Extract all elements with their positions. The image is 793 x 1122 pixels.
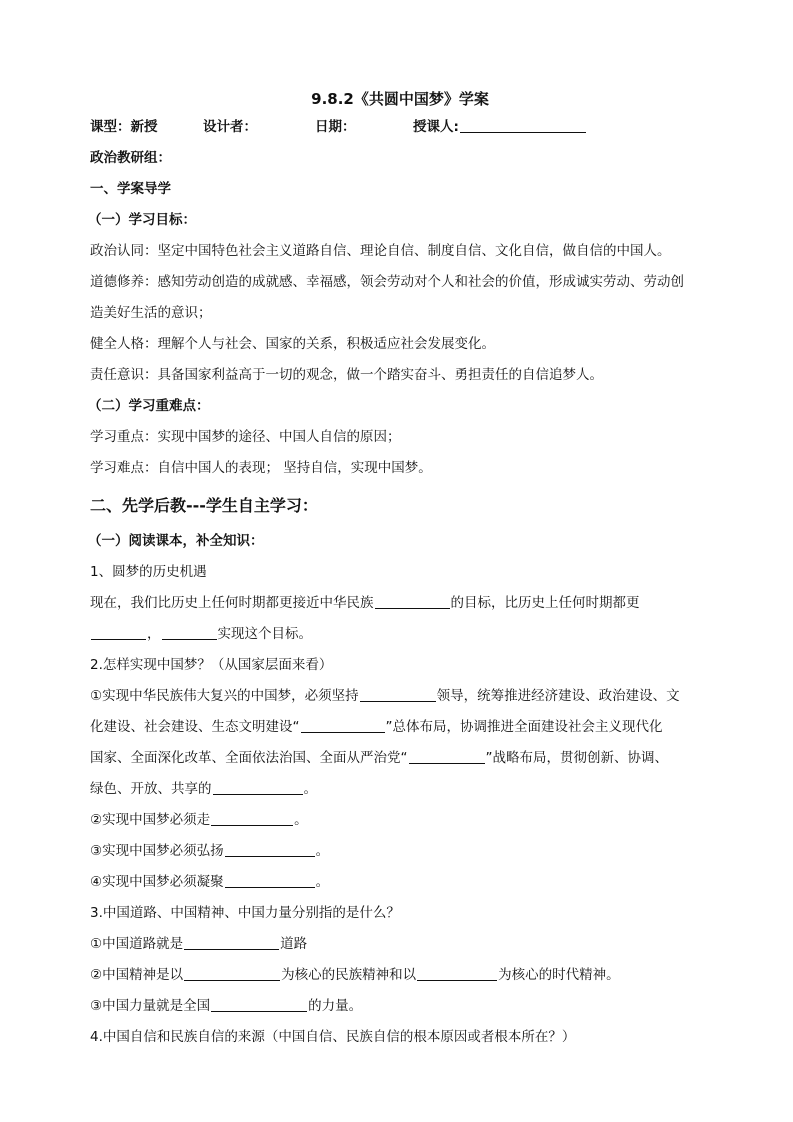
q2-1-line-c: 国家、全面深化改革、全面依法治国、全面从严治党“ ”战略布局，贯彻创新、协调、 — [90, 750, 668, 766]
q1-blank-3[interactable] — [162, 625, 217, 640]
section2-heading: 二、先学后教---学生自主学习： — [90, 496, 318, 515]
goal-political: 政治认同：坚定中国特色社会主义道路自信、理论自信、制度自信、文化自信，做自信的中国人。 — [90, 243, 671, 259]
q2-2-line: ②实现中国梦必须走 。 — [90, 812, 308, 828]
group-label: 政治教研组： — [90, 150, 171, 166]
q2-blank-7[interactable] — [225, 873, 315, 888]
q1-line-a: 现在，我们比历史上任何时期都更接近中华民族 的目标，比历史上任何时期都更 — [90, 595, 640, 611]
q3-2-line: ②中国精神是以 为核心的民族精神和以 为核心的时代精神。 — [90, 967, 620, 983]
date-label: 日期： — [315, 119, 356, 135]
goals-heading: （一）学习目标： — [88, 212, 196, 228]
q3-3-line: ③中国力量就是全国 的力量。 — [90, 998, 363, 1014]
course-type: 课型：新授 — [90, 119, 158, 135]
q2-3-line: ③实现中国梦必须弘扬 。 — [90, 843, 330, 859]
teacher-label: 授课人: — [413, 119, 459, 135]
q3-title: 3.中国道路、中国精神、中国力量分别指的是什么？ — [90, 905, 400, 921]
q1-line-b: ， 实现这个目标。 — [90, 619, 710, 650]
teacher-blank[interactable] — [460, 118, 586, 133]
key-point: 学习重点：实现中国梦的途径、中国人自信的原因； — [90, 429, 401, 445]
q1-blank-2[interactable] — [91, 625, 146, 640]
meta-row — [90, 112, 710, 143]
q2-1-line-d: 绿色、开放、共享的 。 — [90, 781, 317, 797]
q3-blank-1[interactable] — [184, 935, 279, 950]
goal-responsibility: 责任意识：具备国家利益高于一切的观念，做一个踏实奋斗、勇担责任的自信追梦人。 — [90, 367, 603, 383]
goal-personality: 健全人格：理解个人与社会、国家的关系，积极适应社会发展变化。 — [90, 336, 495, 352]
q2-1-line-b: 化建设、社会建设、生态文明建设“ ”总体布局，协调推进全面建设社会主义现代化 — [90, 719, 663, 735]
goal-moral: 道德修养：感知劳动创造的成就感、幸福感，领会劳动对个人和社会的价值，形成诚实劳动、劳动创 — [90, 274, 684, 290]
q2-blank-1[interactable] — [360, 687, 436, 702]
q2-blank-6[interactable] — [225, 842, 315, 857]
q2-4-line: ④实现中国梦必须凝聚 。 — [90, 874, 330, 890]
section1-heading: 一、学案导学 — [90, 181, 171, 197]
q2-blank-5[interactable] — [211, 811, 293, 826]
designer-label: 设计者： — [203, 119, 257, 135]
q1-title: 1、圆梦的历史机遇 — [90, 564, 207, 580]
q2-blank-3[interactable] — [409, 749, 485, 764]
page-title: 9.8.2《共圆中国梦》学案 — [311, 90, 489, 108]
difficult-point: 学习难点：自信中国人的表现； 坚持自信，实现中国梦。 — [90, 460, 432, 476]
q4-title: 4.中国自信和民族自信的来源（中国自信、民族自信的根本原因或者根本所在？） — [90, 1029, 576, 1045]
goal-moral-cont: 造美好生活的意识； — [90, 305, 212, 321]
q2-1-line-a: ①实现中华民族伟大复兴的中国梦，必须坚持 领导，统筹推进经济建设、政治建设、文 — [90, 688, 680, 704]
q2-blank-2[interactable] — [301, 718, 385, 733]
q2-blank-4[interactable] — [213, 780, 303, 795]
q2-title: 2.怎样实现中国梦？（从国家层面来看） — [90, 657, 333, 673]
document-content — [90, 86, 710, 1053]
q3-blank-3[interactable] — [417, 966, 497, 981]
q3-blank-4[interactable] — [211, 997, 307, 1012]
key-heading: （二）学习重难点： — [88, 398, 210, 414]
q1-blank-1[interactable] — [375, 594, 450, 609]
read-heading: （一）阅读课本，补全知识： — [88, 533, 264, 549]
q3-blank-2[interactable] — [184, 966, 280, 981]
q3-1-line: ①中国道路就是 道路 — [90, 936, 308, 952]
